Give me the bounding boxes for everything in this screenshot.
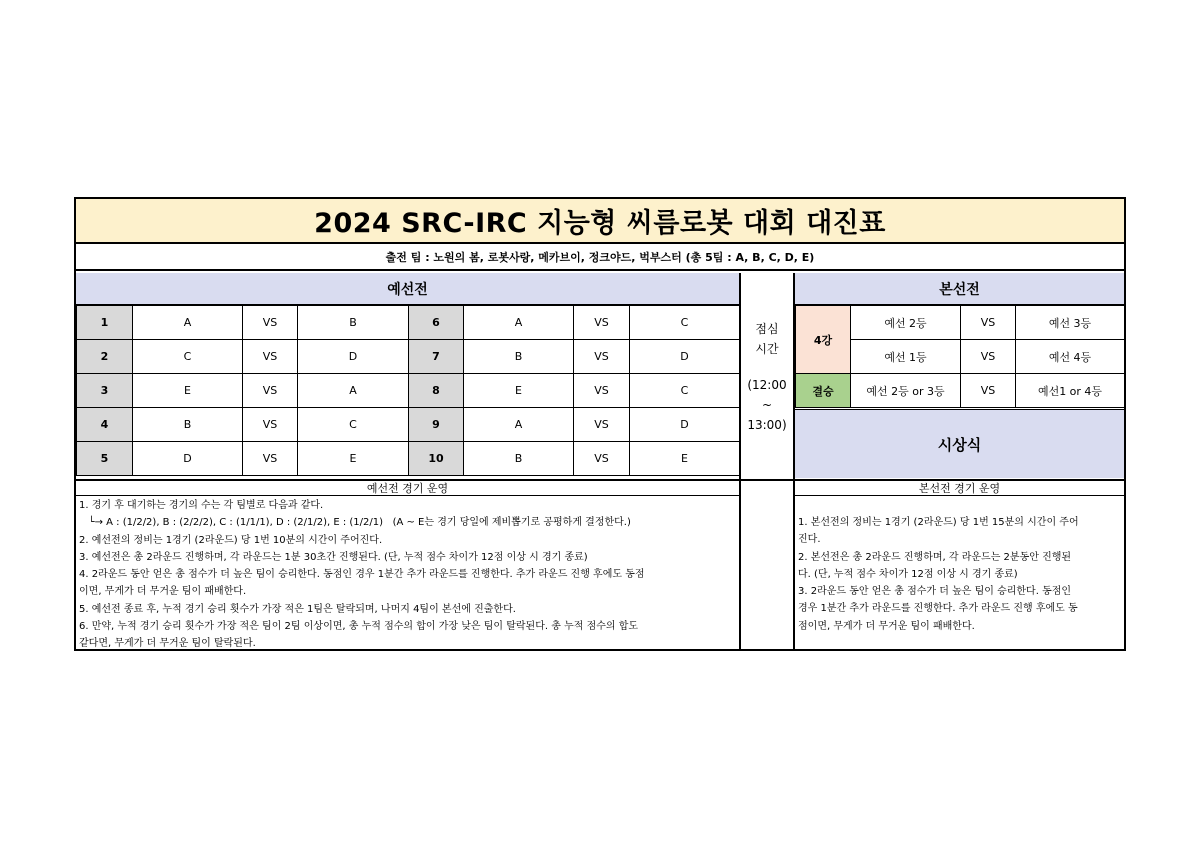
main-rules [795,513,1124,643]
match-number: 6 [409,306,464,340]
team-a: E [464,374,574,408]
final-label: 결승 [796,374,851,408]
match-number: 9 [409,408,464,442]
team-b: B [298,306,409,340]
team-a: A [464,306,574,340]
team-a: E [133,374,243,408]
team-b: C [630,374,740,408]
rule-line: 2. 예선전의 정비는 1경기 (2라운드) 당 1번 10분의 시간이 주어진다. [79,534,383,546]
lunch-line-1: 점심 [755,322,779,336]
lunch-line-3: (12:00 [747,378,787,392]
main-header: 본선전 [795,273,1124,305]
rule-line: 진다. [798,534,821,546]
team-a: B [464,442,574,476]
team-b: C [630,306,740,340]
round4-team-a: 예선 2등 [851,306,961,340]
match-row [77,408,740,442]
vs-label: VS [574,442,630,476]
rule-line: 4. 2라운드 동안 얻은 총 점수가 더 높은 팀이 승리한다. 동점인 경우 1분간 추가 라운드를 진행한다. 추가 라운드 진행 후에도 동점 [79,569,645,581]
team-b: D [298,340,409,374]
lunch-line-4: ~ [761,398,773,412]
rule-line: 3. 예선전은 총 2라운드 진행하며, 각 라운드는 1분 30초간 진행된다. (단, 누적 점수 차이가 12점 이상 시 경기 종료) [79,551,588,563]
prelim-rules [76,496,739,649]
match-number: 5 [77,442,133,476]
vs-label: VS [961,374,1016,408]
match-row [77,306,740,340]
team-a: D [133,442,243,476]
rule-line: 2. 본선전은 총 2라운드 진행하며, 각 라운드는 2분동안 진행된 [798,551,1072,563]
lunch-line-5: 13:00) [747,418,787,432]
rule-line: 5. 예선전 종료 후, 누적 경기 승리 횟수가 가장 적은 1팀은 탈락되며, 나머지 4팀이 본선에 진출한다. [79,603,516,615]
round4-team-b: 예선 3등 [1016,306,1125,340]
rule-line: 같다면, 무게가 더 무거운 팀이 탈락된다. [79,638,256,650]
vs-label: VS [961,306,1016,340]
vs-label: VS [243,340,298,374]
rule-line: 1. 본선전의 정비는 1경기 (2라운드) 당 1번 15분의 시간이 주어 [798,517,1079,528]
prelim-rules-label: 예선전 경기 운영 [76,479,739,496]
vs-label: VS [961,340,1016,374]
match-row [77,340,740,374]
team-a: A [133,306,243,340]
divider-horizontal [739,479,795,481]
prelim-table [76,305,740,476]
team-b: D [630,340,740,374]
vs-label: VS [243,374,298,408]
match-number: 3 [77,374,133,408]
rule-line: 이면, 무게가 더 무거운 팀이 패배한다. [79,586,247,598]
team-a: A [464,408,574,442]
rule-line: └→ A : (1/2/2), B : (2/2/2), C : (1/1/1), D : (2/1/2), E : (1/2/1) (A ~ E는 경기 당일에 제비뽑기로 공평하게 결정한다.) [79,517,631,529]
rule-line: 1. 경기 후 대기하는 경기의 수는 각 팀별로 다음과 같다. [79,500,324,511]
match-number: 7 [409,340,464,374]
team-a: B [464,340,574,374]
bracket-sheet [74,197,1126,651]
lunch-line-2: 시간 [755,342,779,356]
match-number: 10 [409,442,464,476]
page-title: 2024 SRC-IRC 지능형 씨름로봇 대회 대진표 [76,199,1124,244]
match-row [77,442,740,476]
team-a: B [133,408,243,442]
team-b: D [630,408,740,442]
award-ceremony: 시상식 [795,409,1124,478]
rule-line: 3. 2라운드 동안 얻은 총 점수가 더 높은 팀이 승리한다. 동점인 [798,586,1072,598]
vs-label: VS [243,306,298,340]
round4-team-b: 예선 4등 [1016,340,1125,374]
vs-label: VS [243,442,298,476]
final-team-a: 예선 2등 or 3등 [851,374,961,408]
team-b: E [298,442,409,476]
team-b: C [298,408,409,442]
vs-label: VS [243,408,298,442]
match-number: 4 [77,408,133,442]
main-rules-label: 본선전 경기 운영 [795,479,1124,496]
rule-line: 점이면, 무게가 더 무거운 팀이 패배한다. [798,620,975,632]
vs-label: VS [574,340,630,374]
team-b: E [630,442,740,476]
lunch-time [739,305,795,478]
team-b: A [298,374,409,408]
rule-line: 다. (단, 누적 점수 차이가 12점 이상 시 경기 종료) [798,568,1018,580]
round4-team-a: 예선 1등 [851,340,961,374]
main-table [795,305,1125,408]
match-number: 2 [77,340,133,374]
rule-line: 경우 1분간 추가 라운드를 진행한다. 추가 라운드 진행 후에도 동 [798,603,1078,615]
match-number: 1 [77,306,133,340]
prelim-header: 예선전 [76,273,739,305]
match-row [77,374,740,408]
match-number: 8 [409,374,464,408]
round4-label: 4강 [796,306,851,374]
rule-line: 6. 만약, 누적 경기 승리 횟수가 가장 적은 팀이 2팀 이상이면, 총 누적 점수의 합이 가장 낮은 팀이 탈락된다. 총 누적 점수의 합도 [79,621,639,633]
team-a: C [133,340,243,374]
teams-line: 출전 팀 : 노원의 봄, 로봇사랑, 메카브이, 정크야드, 벅부스터 (총 5팀 : A, B, C, D, E) [76,244,1124,271]
final-team-b: 예선1 or 4등 [1016,374,1125,408]
vs-label: VS [574,408,630,442]
vs-label: VS [574,306,630,340]
vs-label: VS [574,374,630,408]
